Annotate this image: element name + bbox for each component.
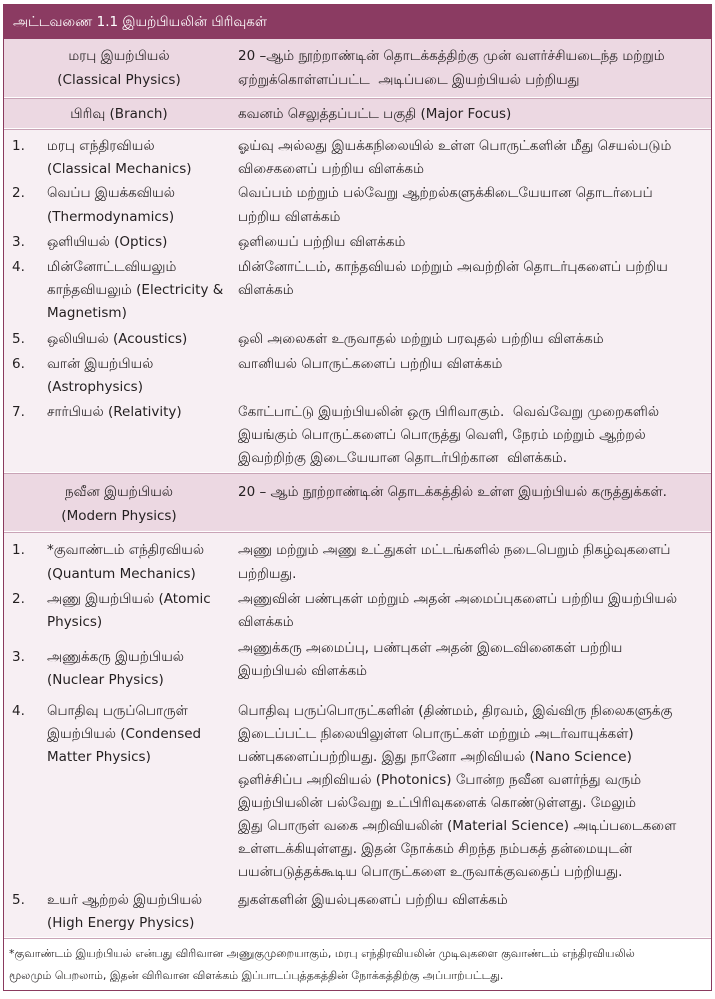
- branch-focus: விசைகளைப் பற்றிய விளக்கம்: [238, 161, 424, 177]
- divider: [4, 938, 711, 939]
- modern-desc-line: 20 – ஆம் நூற்றாண்டின் தொடக்கத்தில் உள்ள இயற்பியல் கருத்துக்கள்.: [238, 484, 667, 500]
- branch-focus: வானியல் பொருட்களைப் பற்றிய விளக்கம்: [238, 356, 503, 372]
- branch-focus: விளக்கம்: [238, 282, 294, 298]
- branch-focus: அணுக்கரு அமைப்பு, பண்புகள் அதன் இடைவினைகள் பற்றிய: [238, 640, 623, 656]
- classical-name-line: (Classical Physics): [57, 72, 181, 88]
- branch-focus: விளக்கம்: [238, 614, 294, 630]
- row-number: 1.: [12, 542, 25, 558]
- divider: [4, 98, 711, 99]
- branch-focus: பொதிவு பருப்பொருட்களின் (திண்மம், திரவம், இவ்விரு நிலைகளுக்கு: [238, 703, 673, 719]
- modern-name-line: (Modern Physics): [61, 508, 177, 524]
- branch-focus: அணுவின் பண்புகள் மற்றும் அதன் அமைப்புகளைப் பற்றிய இயற்பியல்: [238, 591, 678, 607]
- modern-name-line: நவீன இயற்பியல்: [65, 484, 173, 500]
- branch-focus: துகள்களின் இயல்புகளைப் பற்றிய விளக்கம்: [238, 892, 508, 908]
- branch-name: சார்பியல் (Relativity): [47, 404, 182, 420]
- table-title: அட்டவணை 1.1 இயற்பியலின் பிரிவுகள்: [4, 5, 711, 39]
- footnote-line: மூலமும் பெறலாம், இதன் விரிவான விளக்கம் இப்பாடப்புத்தகத்தின் நோக்கத்திற்கு அப்பாற்பட்டது.: [9, 969, 504, 982]
- row-number: 4.: [12, 703, 25, 719]
- branch-focus: இது பொருள் வகை அறிவியலின் (Material Science) அடிப்படைகளை: [238, 818, 677, 834]
- branch-name: Physics): [47, 614, 103, 630]
- branch-focus: வெப்பம் மற்றும் பல்வேறு ஆற்றல்களுக்கிடையேயான தொடர்பைப்: [238, 185, 653, 201]
- branch-focus: பற்றிய விளக்கம்: [238, 209, 341, 225]
- branch-name: *குவாண்டம் எந்திரவியல்: [47, 542, 205, 558]
- branch-name: ஒலியியல் (Acoustics): [47, 331, 188, 347]
- classical-desc-line: ஏற்றுக்கொள்ளப்பட்ட அடிப்படை இயற்பியல் பற்றியது: [238, 72, 580, 88]
- row-number: 2.: [12, 591, 25, 607]
- branch-focus: உள்ளடக்கியுள்ளது. இதன் நோக்கம் சிறந்த நம்பகத் தன்மையுடன்: [238, 841, 633, 857]
- branch-focus: ஒளியைப் பற்றிய விளக்கம்: [238, 234, 406, 250]
- branch-focus: இயற்பியல் விளக்கம்: [238, 663, 367, 679]
- branch-name: வான் இயற்பியல்: [47, 356, 154, 372]
- branch-focus: பயன்படுத்தக்கூடிய பொருட்களை உருவாக்குவதைப் பற்றியது.: [238, 864, 623, 880]
- branch-column-header: பிரிவு (Branch): [70, 106, 168, 122]
- branch-name: காந்தவியலும் (Electricity &: [47, 282, 224, 298]
- classical-desc-line: 20 –ஆம் நூற்றாண்டின் தொடக்கத்திற்கு முன் வளர்ச்சியடைந்த மற்றும்: [238, 48, 665, 64]
- row-number: 4.: [12, 259, 25, 275]
- branch-name: மின்னோட்டவியலும்: [47, 259, 177, 275]
- divider: [4, 473, 711, 474]
- branch-focus: ஒளிச்சிப்ப அறிவியல் (Photonics) போன்ற நவீன வளர்ந்து வரும்: [238, 772, 642, 788]
- branch-name: மரபு எந்திரவியல்: [47, 138, 155, 154]
- branch-focus: இடைப்பட்ட நிலையிலுள்ள பொருட்கள் மற்றும் அடர்வாயுக்கள்): [238, 726, 634, 742]
- branch-name: அணு இயற்பியல் (Atomic: [47, 591, 211, 607]
- focus-column-header: கவனம் செலுத்தப்பட்ட பகுதி (Major Focus): [238, 106, 512, 122]
- branch-name: அணுக்கரு இயற்பியல்: [47, 649, 185, 665]
- row-number: 6.: [12, 356, 25, 372]
- branch-focus: கோட்பாட்டு இயற்பியலின் ஒரு பிரிவாகும். வெவ்வேறு முறைகளில்: [238, 404, 660, 420]
- branch-name: (Quantum Mechanics): [47, 566, 196, 582]
- row-number: 7.: [12, 404, 25, 420]
- branch-focus: இவற்றிற்கு இடையேயான தொடர்பிற்கான விளக்கம்.: [238, 450, 568, 466]
- branch-name: Matter Physics): [47, 749, 151, 765]
- branch-name: ஒளியியல் (Optics): [47, 234, 168, 250]
- branch-name: இயற்பியல் (Condensed: [47, 726, 202, 742]
- row-number: 3.: [12, 234, 25, 250]
- branch-name: (High Energy Physics): [47, 915, 195, 931]
- divider: [4, 532, 711, 533]
- row-number: 1.: [12, 138, 25, 154]
- branch-focus: மின்னோட்டம், காந்தவியல் மற்றும் அவற்றின் தொடர்புகளைப் பற்றிய: [238, 259, 668, 275]
- row-number: 2.: [12, 185, 25, 201]
- footnote-line: *குவாண்டம் இயற்பியல் என்பது விரிவான அணுகுமுறையாகும், மரபு எந்திரவியலின் முடிவுகளை குவாண்டம் எந்திரவியலில்: [9, 947, 635, 960]
- branch-focus: பற்றியது.: [238, 566, 297, 582]
- branch-name: Magnetism): [47, 305, 127, 321]
- branch-name: பொதிவு பருப்பொருள்: [47, 703, 188, 719]
- row-number: 5.: [12, 892, 25, 908]
- row-number: 3.: [12, 649, 25, 665]
- divider: [4, 129, 711, 130]
- branch-name: உயர் ஆற்றல் இயற்பியல்: [47, 892, 203, 908]
- branch-name: வெப்ப இயக்கவியல்: [47, 185, 175, 201]
- classical-name-line: மரபு இயற்பியல்: [68, 48, 170, 64]
- branch-name: (Nuclear Physics): [47, 672, 164, 688]
- branch-focus: பண்புகளைப்பற்றியது. இது நானோ அறிவியல் (Nano Science): [238, 749, 632, 765]
- branch-focus: ஒலி அலைகள் உருவாதல் மற்றும் பரவுதல் பற்றிய விளக்கம்: [238, 331, 604, 347]
- branch-name: (Classical Mechanics): [47, 161, 192, 177]
- branch-name: (Astrophysics): [47, 379, 143, 395]
- branch-focus: அணு மற்றும் அணு உட்துகள் மட்டங்களில் நடைபெறும் நிகழ்வுகளைப்: [238, 542, 671, 558]
- branch-focus: ஓய்வு அல்லது இயக்கநிலையில் உள்ள பொருட்களின் மீது செயல்படும்: [238, 138, 672, 154]
- branch-focus: இயற்பியலின் பல்வேறு உட்பிரிவுகளைக் கொண்டுள்ளது. மேலும்: [238, 795, 637, 811]
- branch-name: (Thermodynamics): [47, 209, 175, 225]
- row-number: 5.: [12, 331, 25, 347]
- branch-focus: இயங்கும் பொருட்களைப் பொருத்து வெளி, நேரம் மற்றும் ஆற்றல்: [238, 427, 646, 443]
